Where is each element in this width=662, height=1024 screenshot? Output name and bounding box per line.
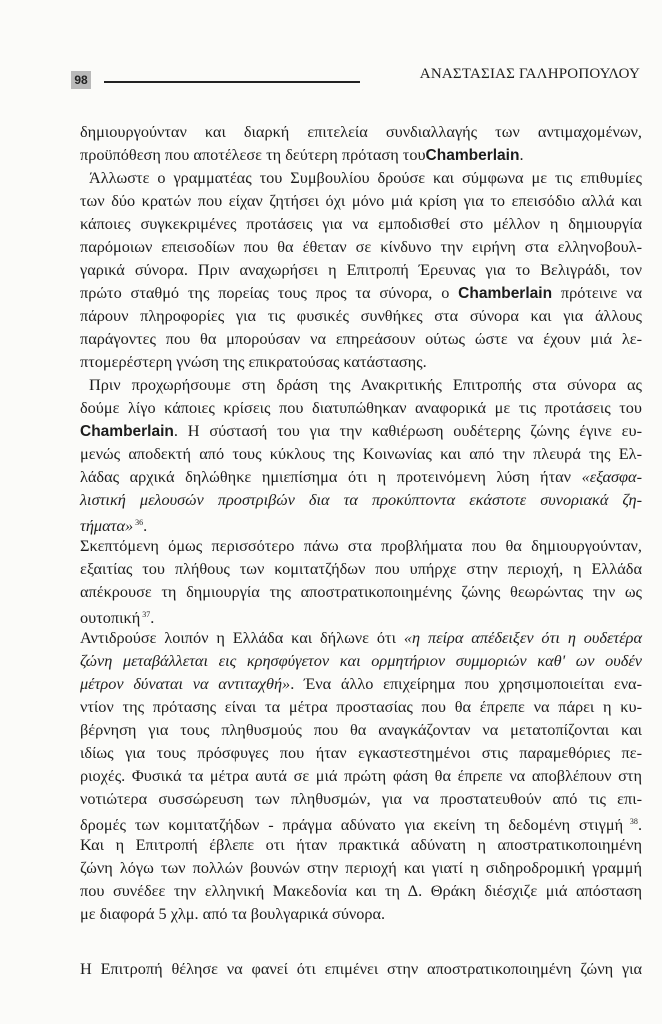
text-line [80,120,642,143]
text-line [80,741,642,764]
text-line [80,879,642,902]
text-segment: . Ένα άλλο επιχείρημα που χρησιμοποιείται ενα- [290,674,643,693]
text-segment: κάποιες συγκεκριμένες προτάσεις για να εμποδισθεί στο μέλλον η δημιουργία [80,214,642,233]
text-segment: απέκρουσε τη δημιουργία της αποστρατικοποιημένης ζώνης θεωρώντας την ως [80,582,642,601]
text-segment: λάδας αρχικά δηλώθηκε ημιεπίσημα ότι η προτεινόμενη λύση ήταν [80,467,582,486]
text-segment: παράγοντες που θα μπορούσαν να επηρεάσουν ούτως ώστε να έχουν μιά λε- [80,329,642,348]
text-line [80,695,642,718]
body-text [80,120,642,980]
text-segment: . [143,516,148,535]
text-segment: ντίον της πρότασης είναι τα μέτρα προστασίας που θα έπρεπε να πάρει η κυ- [80,697,642,716]
text-segment: βέρνηση για τους πληθυσμούς που θα αναγκάζονταν να μετατοπίζονται και [80,720,642,739]
text-line [80,764,642,787]
text-line [80,488,642,511]
text-line [80,189,642,212]
text-segment: εξαιτίας του πλήθους των κομιτατζήδων που υπήρχε στην περιοχή, η Ελλάδα [80,559,642,578]
text-segment: Η Επιτροπή θέλησε να φανεί ότι επιμένει στην αποστρατικοποιημένη ζώνη για [80,959,642,978]
text-segment: δημιουργούνταν και διαρκή επιτελεία συνδιαλλαγής των αντιμαχομένων, [80,122,642,141]
text-line [80,235,642,258]
text-line [80,833,642,856]
text-segment: Σκεπτόμενη όμως περισσότερο πάνω στα προβλήματα που θα δημιουργούνταν, [80,536,642,555]
text-segment: . [519,145,524,164]
text-segment: ιδίως για τους πρόσφυγες που ήταν εγκαστεστημένοι στις παραμεθόριες πε- [80,743,642,762]
text-line [80,957,642,980]
running-title: ΑΝΑΣΤΑΣΙΑΣ ΓΑΛΗΡΟΠΟΥΛΟΥ [419,66,640,82]
italic-quote: «η πείρα απέδειξεν ότι η ουδετέρα [403,628,642,647]
text-segment: πτομερέστερη γνώση της επικρατούσας κατάστασης. [80,352,427,371]
text-segment: παρόμοιων επεισοδίων που θα έθεταν σε κίνδυνο την ειρήνη στα ελληνοβουλ- [80,237,642,256]
text-segment: δρομές των κομιτατζήδων - πράγμα αδύνατο για εκείνη τη δεδομένη στιγμή [80,815,624,834]
text-line [80,603,642,626]
text-line [80,534,642,557]
footnote-ref: 36 [133,518,144,527]
text-segment: Άλλωστε ο γραμματέας του Συμβουλίου δρούσε και σύμφωνα με τις επιθυμίες [89,168,642,187]
text-line [80,465,642,488]
text-segment: πάρουν πληροφορίες για τις φυσικές συνθήκες στα σύνορα και για άλλους [80,306,642,325]
text-line [80,580,642,603]
text-segment: πρώτο σταθμό της πορείας τους προς τα σύνορα, ο [80,283,459,302]
bold-name: Chamberlain [425,147,520,164]
italic-quote: ζώνη μεταβάλλεται εις κρησφύγετον και ορμητήριον συμμοριών καθ' ων ουδέν [80,651,642,670]
text-line [80,281,642,304]
text-segment: Και η Επιτροπή έβλεπε οτι ήταν πρακτικά αδύνατη η αποστρατικοποιημένη [80,835,642,854]
text-segment: με διαφορά 5 χλμ. από τα βουλγαρικά σύνορα. [80,904,386,923]
text-line [80,511,642,534]
italic-quote: «εξασφα- [581,467,642,486]
text-line [80,672,642,695]
text-segment: ζώνη λόγω των πολλών βουνών στην περιοχή και γιατί η σιδηροδρομική γραμμή [80,858,642,877]
text-line [80,212,642,235]
bold-name: Chamberlain [458,285,553,302]
text-line [80,350,642,373]
text-line [80,304,642,327]
text-line [80,442,642,465]
text-line [80,810,642,833]
text-segment: . [150,608,155,627]
header-rule [104,81,360,83]
text-segment: δούμε λίγο κάποιες κρίσεις που διατυπώθηκαν αναφορικά με τις προτάσεις του [80,398,642,417]
text-line [80,327,642,350]
footnote-ref: 37 [140,610,151,619]
text-line [80,902,642,925]
text-line [80,787,642,810]
text-segment: . Η σύστασή του για την καθιέρωση ουδέτερης ζώνης έγινε ευ- [173,421,642,440]
text-segment: προϋπόθεση που αποτέλεσε τη δεύτερη πρόταση του [80,145,426,164]
text-line [80,557,642,580]
text-line [80,166,642,189]
text-segment: πρότεινε να [552,283,643,302]
text-line [80,258,642,281]
page-number: 98 [71,71,91,89]
text-segment: Αντιδρούσε λοιπόν η Ελλάδα και δήλωνε ότι [80,628,404,647]
text-segment: γαρικά σύνορα. Πριν αναχωρήσει η Επιτροπή Έρευνας για το Βελιγράδι, τον [80,260,642,279]
text-segment: Πριν προχωρήσουμε στη δράση της Ανακριτικής Επιτροπής στα σύνορα ας [89,375,642,394]
text-segment: ουτοπική [80,608,141,627]
text-line [80,419,642,442]
italic-quote: λιστική μελουσών προστριβών δια τα προκύπτοντα εκάστοτε συνοριακά ζη- [80,490,642,509]
text-line [80,718,642,741]
text-segment: μενώς αποδεκτή από τους κύκλους της Κοινωνίας και από την πλευρά της Ελ- [80,444,642,463]
text-segment: ριοχές. Φυσικά τα μέτρα αυτά σε μιά πρώτη φάση θα έπρεπε να αποβλέπουν στη [80,766,642,785]
text-segment: . [637,815,643,834]
italic-quote: μέτρον δύναται να αντιταχθή» [80,674,291,693]
italic-quote: τήματα» [80,516,134,535]
text-line [80,373,642,396]
text-segment: των δύο κρατών που είχαν ζητήσει όχι μόνο μιά κρίση για το επεισόδιο αλλά και [80,191,642,210]
text-line [80,626,642,649]
text-segment: που συνέδεε την ελληνική Μακεδονία και τη Δ. Θράκη διέσχιζε μιά απόσταση [80,881,642,900]
bold-name: Chamberlain [80,423,174,440]
footnote-ref: 38 [623,817,638,826]
text-line [80,396,642,419]
text-line [80,856,642,879]
text-line [80,143,642,166]
text-segment: νοτιώτερα συσσώρευση των πληθυσμών, για να προστατευθούν από τις επι- [80,789,642,808]
text-line [80,649,642,672]
